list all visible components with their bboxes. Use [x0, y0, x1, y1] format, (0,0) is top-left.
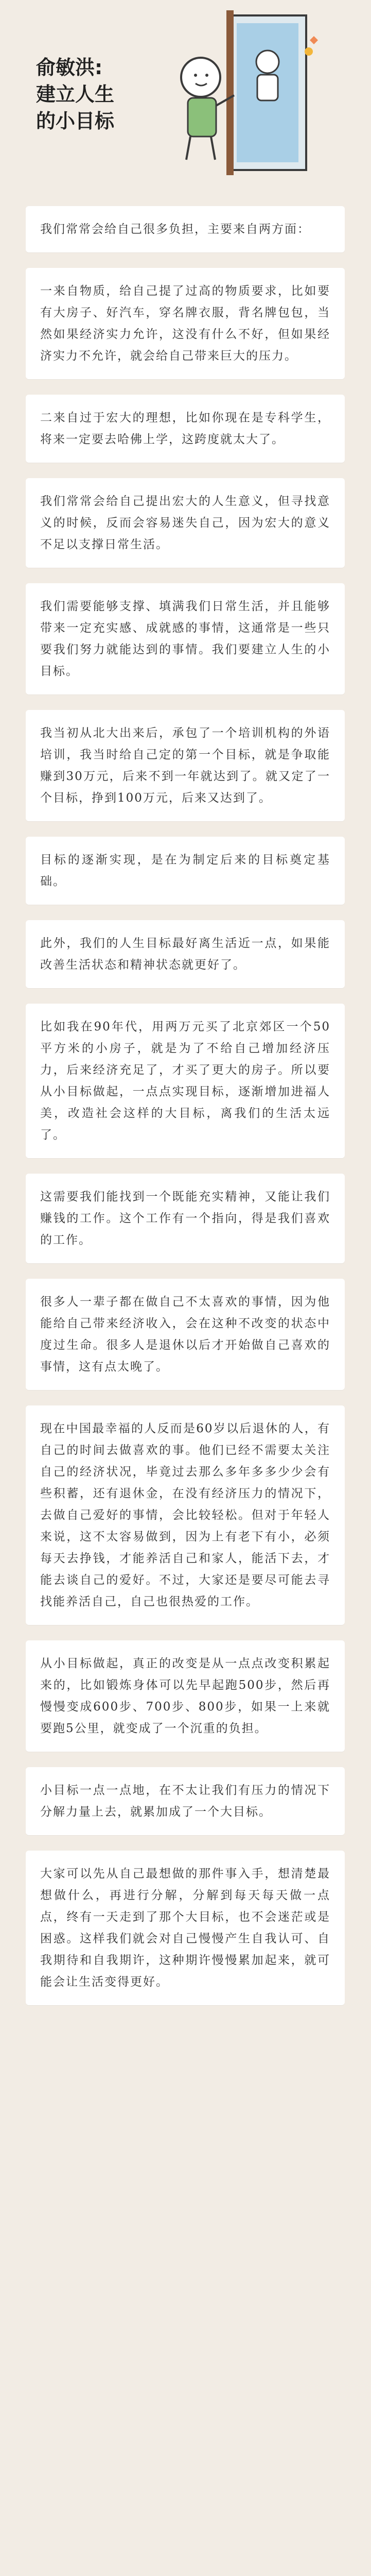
paragraph: 此外，我们的人生目标最好离生活近一点，如果能改善生活状态和精神状态就更好了。 [40, 937, 330, 972]
sparkle-icon [305, 47, 313, 56]
paragraph-card [26, 478, 345, 568]
paragraph-card [26, 1004, 345, 1158]
paragraph-card [26, 1851, 345, 2005]
paragraph-card [26, 710, 345, 821]
paragraph: 比如我在90年代，用两万元买了北京郊区一个50平方米的小房子，就是为了不给自己增加经济压力，后来经济充足了，才买了更大的房子。所以要从小目标做起，一点点实现目标，逐渐增加进福人美，改造社会这样的大目标，离我们的生活太远了。 [40, 1020, 330, 1142]
paragraph-card [26, 1174, 345, 1263]
paragraph: 这需要我们能找到一个既能充实精神，又能让我们赚钱的工作。这个工作有一个指向，得是我们喜欢的工作。 [40, 1190, 330, 1247]
paragraph: 我们需要能够支撑、填满我们日常生活，并且能够带来一定充实感、成就感的事情，这通常是一些只要我们努力就能达到的事情。我们要建立人生的小目标。 [40, 600, 330, 678]
paragraph-card [26, 1279, 345, 1390]
paragraph: 我们常常会给自己提出宏大的人生意义，但寻找意义的时候，反而会容易迷失自己，因为宏大的意义不足以支撑日常生活。 [40, 495, 330, 551]
paragraph: 我们常常会给自己很多负担，主要来自两方面： [40, 223, 310, 236]
paragraph: 一来自物质，给自己提了过高的物质要求，比如要有大房子、好汽车，穿名牌衣服，背名牌包包，当然如果经济实力允许，这没有什么不好，但如果经济实力不允许，就会给自己带来巨大的压力。 [40, 284, 330, 363]
paragraph-card [26, 583, 345, 694]
inner-figure-head [256, 50, 279, 73]
paragraph-card [26, 1640, 345, 1752]
character-body [188, 98, 216, 137]
paragraph: 现在中国最幸福的人反而是60岁以后退休的人，有自己的时间去做喜欢的事。他们已经不需要太关注自己的经济状况，毕竟过去那么多年多多少少会有些积蓄，还有退休金，在没有经济压力的情况下，去做自己爱好的事情，会比较轻松。但对于年轻人来说，这不太容易做到，因为上有老下有小，必须每天去挣钱，才能养活自己和家人，能活下去，才能去谈自己的爱好。不过，大家还是要尽可能去寻找能养活自己，自己也很热爱的工作。 [40, 1422, 330, 1608]
paragraph-card [26, 206, 345, 252]
title-line-1: 俞敏洪: [36, 56, 103, 79]
paragraph: 二来自过于宏大的理想，比如你现在是专科学生，将来一定要去哈佛上学，这跨度就太大了。 [40, 411, 330, 446]
article-body [26, 206, 345, 2021]
page-title [36, 54, 114, 134]
paragraph-card [26, 837, 345, 905]
paragraph: 从小目标做起，真正的改变是从一点点改变积累起来的，比如锻炼身体可以先早起跑500步，然后再慢慢变成600步、700步、800步，如果一上来就要跑5公里，就变成了一个沉重的负担。 [40, 1657, 330, 1735]
title-line-2: 建立人生 [36, 83, 115, 106]
paragraph-card [26, 268, 345, 379]
paragraph: 我当初从北大出来后，承包了一个培训机构的外语培训，我当时给自己定的第一个目标，就是争取能赚到30万元，后来不到一年就达到了。就又定了一个目标，挣到100万元，后来又达到了。 [40, 726, 330, 805]
paragraph: 很多人一辈子都在做自己不太喜欢的事情，因为他能给自己带来经济收入，会在这种不改变的状态中度过生命。很多人是退休以后才开始做自己喜欢的事情，这有点太晚了。 [40, 1295, 330, 1374]
character-head [181, 58, 220, 97]
title-line-3: 的小目标 [36, 110, 115, 132]
header-illustration [0, 0, 371, 185]
paragraph-card [26, 1767, 345, 1835]
paragraph: 目标的逐渐实现，是在为制定后来的目标奠定基础。 [40, 853, 330, 888]
paragraph: 大家可以先从自己最想做的那件事入手，想清楚最想做什么，再进行分解，分解到每天每天做一点点，终有一天走到了那个大目标，也不会迷茫或是困惑。这样我们就会对自己慢慢产生自我认可、自我期待和自我期许，这种期许慢慢累加起来，就可能会让生活变得更好。 [40, 1867, 330, 1989]
paragraph-card [26, 1405, 345, 1625]
door-post [226, 10, 234, 175]
diamond-icon [310, 36, 318, 44]
paragraph: 小目标一点一点地，在不太让我们有压力的情况下分解力量上去，就累加成了一个大目标。 [40, 1784, 330, 1819]
paragraph-card [26, 920, 345, 988]
paragraph-card [26, 395, 345, 463]
